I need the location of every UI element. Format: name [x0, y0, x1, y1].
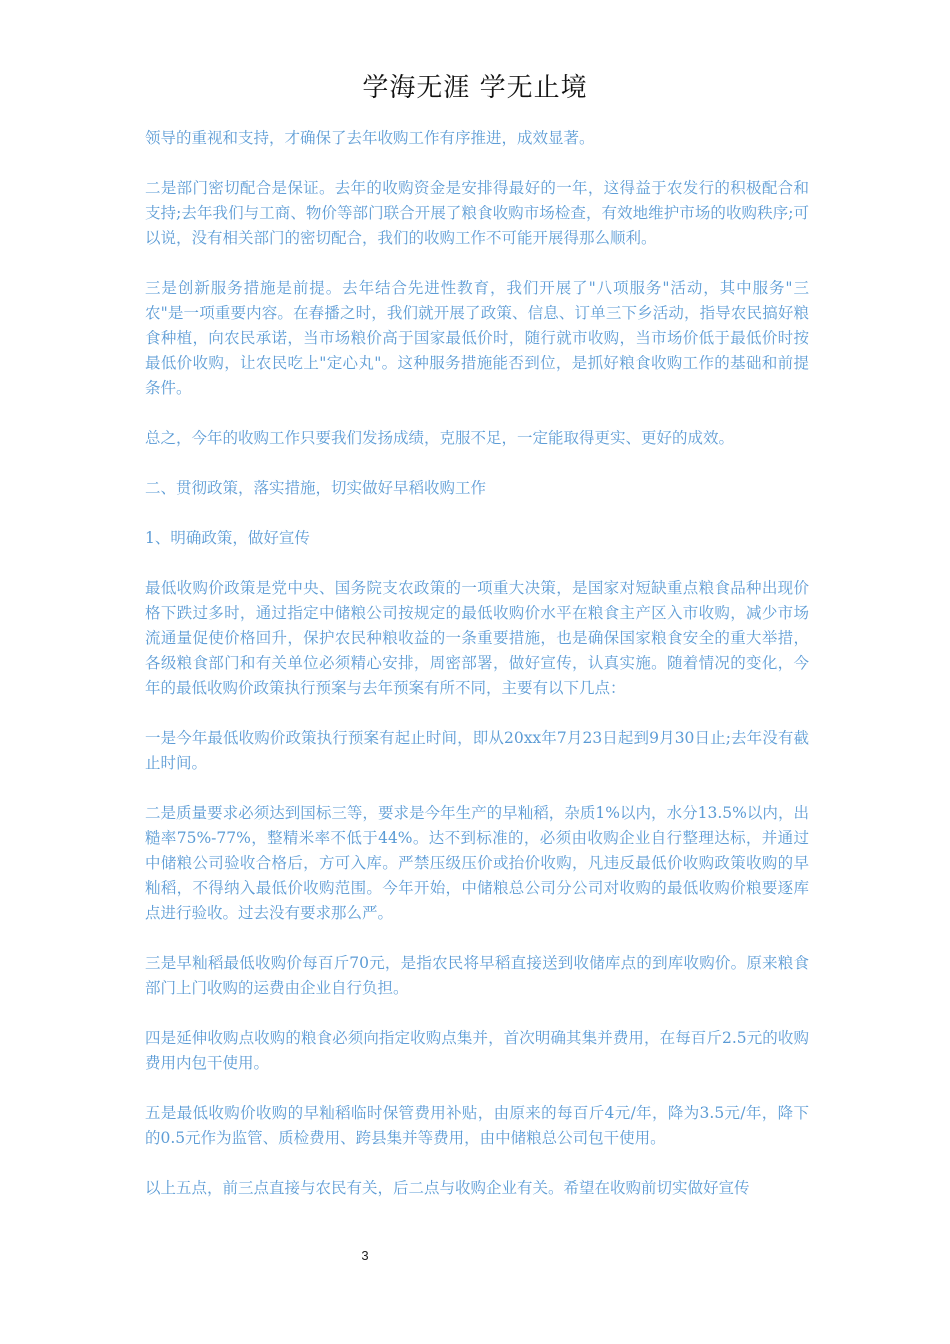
paragraph: 一是今年最低收购价政策执行预案有起止时间，即从20xx年7月23日起到9月30日止;去年没有截止时间。 [145, 729, 809, 772]
paragraph: 二是部门密切配合是保证。去年的收购资金是安排得最好的一年，这得益于农发行的积极配合和支持;去年我们与工商、物价等部门联合开展了粮食收购市场检查，有效地维护市场的收购秩序;可以说，没有相关部门的密切配合，我们的收购工作不可能开展得那么顺利。 [145, 179, 809, 247]
paragraph: 四是延伸收购点收购的粮食必须向指定收购点集并，首次明确其集并费用，在每百斤2.5元的收购费用内包干使用。 [145, 1029, 809, 1072]
page-header-title: 学海无涯 学无止境 [362, 73, 588, 103]
paragraph: 三是早籼稻最低收购价每百斤70元，是指农民将早稻直接送到收储库点的到库收购价。原来粮食部门上门收购的运费由企业自行负担。 [145, 954, 809, 997]
paragraph: 三是创新服务措施是前提。去年结合先进性教育，我们开展了"八项服务"活动，其中服务"三农"是一项重要内容。在春播之时，我们就开展了政策、信息、订单三下乡活动，指导农民搞好粮食种植，向农民承诺，当市场粮价高于国家最低价时，随行就市收购，当市场价低于最低价时按最低价收购，让农民吃上"定心丸"。这种服务措施能否到位，是抓好粮食收购工作的基础和前提条件。 [145, 279, 809, 397]
page-number: 3 [361, 1248, 369, 1263]
subsection-heading: 1、明确政策，做好宣传 [145, 529, 310, 547]
section-heading: 二、贯彻政策，落实措施，切实做好早稻收购工作 [145, 479, 487, 497]
paragraph: 以上五点，前三点直接与农民有关，后二点与收购企业有关。希望在收购前切实做好宣传 [145, 1179, 750, 1197]
paragraph: 总之，今年的收购工作只要我们发扬成绩，克服不足，一定能取得更实、更好的成效。 [145, 429, 735, 447]
paragraph: 最低收购价政策是党中央、国务院支农政策的一项重大决策，是国家对短缺重点粮食品种出现价格下跌过多时，通过指定中储粮公司按规定的最低收购价水平在粮食主产区入市收购，减少市场流通量促使价格回升，保护农民种粮收益的一条重要措施，也是确保国家粮食安全的重大举措，各级粮食部门和有关单位必须精心安排，周密部署，做好宣传，认真实施。随着情况的变化，今年的最低收购价政策执行预案与去年预案有所不同，主要有以下几点： [145, 579, 809, 697]
paragraph: 二是质量要求必须达到国标三等，要求是今年生产的早籼稻，杂质1%以内，水分13.5%以内，出糙率75%-77%，整精米率不低于44%。达不到标准的，必须由收购企业自行整理达标，并通过中储粮公司验收合格后，方可入库。严禁压级压价或抬价收购，凡违反最低价收购政策收购的早籼稻，不得纳入最低价收购范围。今年开始，中储粮总公司分公司对收购的最低收购价粮要逐库点进行验收。过去没有要求那么严。 [145, 804, 809, 922]
document-body [145, 126, 809, 1226]
paragraph: 五是最低收购价收购的早籼稻临时保管费用补贴，由原来的每百斤4元/年，降为3.5元/年，降下的0.5元作为监管、质检费用、跨县集并等费用，由中储粮总公司包干使用。 [145, 1104, 809, 1147]
paragraph: 领导的重视和支持，才确保了去年收购工作有序推进，成效显著。 [145, 129, 595, 147]
